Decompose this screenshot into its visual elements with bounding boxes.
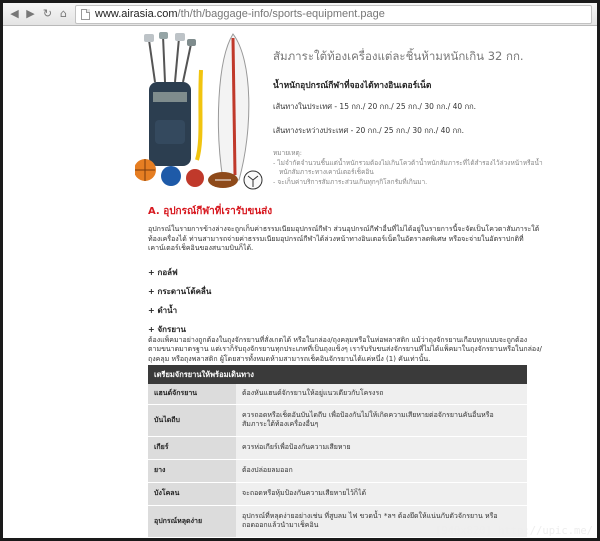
paragraph-line: อุปกรณ์ในรายการข้างล่างจะถูกเก็บค่าธรรมเนียมอุปกรณ์กีฬา ส่วนอุปกรณ์กีฬาอื่นที่ไม่ได้อยู่ในรายการนี้จะจัดเป็นโควตาสัมภาระใต้ <box>148 225 540 233</box>
row-value-line: จะถอดหรือหุ้มป้องกันความเสียหายไว้ก็ได้ <box>242 488 367 497</box>
row-value <box>236 384 527 404</box>
url-path: /th/th/baggage-info/sports-equipment.page <box>177 8 385 20</box>
paragraph-line: ตามขนาดมาตรฐาน แต่เราก็รับถุงจักรยานทุกประเภทที่เป็นถุงแข็งๆ เรารับรับขนส่งจักรยานที่ไม่ได้แพ็คมาในถุงจักรยานหรือในกล่อง/ <box>148 345 542 353</box>
browser-toolbar <box>3 3 597 26</box>
equipment-category-list <box>148 263 588 339</box>
table-header: เตรียมจักรยานให้พร้อมเดินทาง <box>148 365 527 384</box>
hero-subtitle: น้ำหนักอุปกรณ์กีฬาที่จองได้ทางอินเตอร์เน็ต <box>273 81 432 91</box>
row-value-line: ต้องหันแฮนด์จักรยานให้อยู่แนวเดียวกับโครงรถ <box>242 389 384 397</box>
paragraph-line: เคาน์เตอร์เช็คอินของสนามบินก็ได้. <box>148 244 254 252</box>
home-icon[interactable]: ⌂ <box>60 7 67 20</box>
row-key: แฮนด์จักรยาน <box>148 384 236 404</box>
row-value-line: ควรถอดหรือเช็ดอันบันไดถีบ เพื่อป้องกันไม่ให้เกิดความเสียหายต่อจักรยานคันอื่นหรือ <box>242 410 494 419</box>
paragraph-line: ต้องแพ็คมาอย่างถูกต้องในถุงจักรยานที่สั่งเกตได้ หรือในกล่อง/ถุงคลุมหรือในห่อพลาสติก แม้ว่าถุงจักรยานเกือบทุกแบบจะถูกต้อง <box>148 335 528 344</box>
address-bar[interactable] <box>75 5 592 24</box>
page-content <box>3 26 597 538</box>
row-value <box>236 482 527 505</box>
paragraph-line: ถุงคลุม หรือถุงพลาสติก ผู้โดยสารทั้งหมดห้ามสามารถเช็คอินจักรยานได้แค่หนึ่ง (1) คันเท่านั้น. <box>148 354 431 363</box>
sports-equipment-illustration <box>135 30 263 190</box>
url-host: www.airasia.com <box>95 8 178 20</box>
browser-window <box>3 3 597 538</box>
category-diving[interactable]: + ดำน้ำ <box>148 305 178 315</box>
table-row <box>148 459 527 482</box>
row-value-line: ต้องปล่อยลมออก <box>242 465 293 474</box>
paragraph-line: ท้องเครื่องได้ ท่านสามารถจ่ายค่าธรรมเนียมอุปกรณ์กีฬาได้ล่วงหน้าทางอินเตอร์เน็ตในอัตราลดพิเศษ หรือจะจ่ายในอัตราปกติที่ <box>148 234 524 243</box>
row-value <box>236 459 527 482</box>
category-surfboard[interactable]: + กระดานโต้คลื่น <box>148 286 212 296</box>
row-value-line: ควรห่อเกียร์เพื่อป้องกันความเสียหาย <box>242 442 351 451</box>
table-row <box>148 482 527 505</box>
row-key: เกียร์ <box>148 436 236 459</box>
category-golf[interactable]: + กอล์ฟ <box>148 267 178 277</box>
table-row <box>148 384 527 404</box>
row-key: บันไดถีบ <box>148 404 236 436</box>
section-paragraph <box>148 225 588 254</box>
bicycle-prep-table <box>148 365 527 538</box>
category-bicycle[interactable]: + จักรยาน <box>148 324 186 334</box>
forward-icon[interactable]: ▶ <box>26 7 35 20</box>
row-value <box>236 404 527 436</box>
domestic-weights: เส้นทางในประเทศ - 15 กก./ 20 กก./ 25 กก./ 30 กก./ 40 กก. <box>273 102 477 111</box>
row-key: อุปกรณ์หลุดง่าย <box>148 505 236 537</box>
row-value <box>236 436 527 459</box>
international-weights: เส้นทางระหว่างประเทศ - 20 กก./ 25 กก./ 30 กก./ 40 กก. <box>273 126 465 135</box>
note-line: - ไม่จำกัดจำนวนชิ้นแต่น้ำหนักรวมต้องไม่เกินโควต้าน้ำหนักสัมภาระที่ได้สำรองไว้ล่วงหน้าหรือน้ำ <box>273 158 543 167</box>
section-sports-equipment <box>148 204 588 364</box>
watermark: [940x820] http://upic.me/ <box>434 525 593 537</box>
note-line: หนักสัมภาระทางเคาน์เตอร์เช็คอิน <box>279 168 374 176</box>
row-key: บังโคลน <box>148 482 236 505</box>
bicycle-paragraph <box>148 336 588 365</box>
note-label: หมายเหตุ: <box>273 149 302 157</box>
row-value-line: อุปกรณ์ที่หลุดง่ายอย่างเช่น ที่สูบลม ไฟ ขวดน้ำ *ลฯ ต้องยึดให้แน่นกับตัวจักรยาน หรือ <box>242 511 498 520</box>
reload-icon[interactable]: ↻ <box>42 7 53 20</box>
hero-text <box>273 48 573 187</box>
row-value-line: ถอดออกแล้วนำมาเช็คอิน <box>242 521 319 529</box>
section-heading: A. อุปกรณ์กีฬาที่เรารับขนส่ง <box>148 206 273 217</box>
page-icon <box>81 9 90 20</box>
note-line: - จะเก็บค่าบริการสัมภาระส่วนเกินทุกๆกิโลกรัมที่เกินมา. <box>273 177 428 186</box>
note-block <box>273 149 573 187</box>
table-row <box>148 436 527 459</box>
back-icon[interactable]: ◀ <box>10 7 19 20</box>
row-value-line: สัมภาระใต้ท้องเครื่องอื่นๆ <box>242 420 319 428</box>
hero-title: สัมภาระใต้ท้องเครื่องแต่ละชิ้นห้ามหนักเกิน 32 กก. <box>273 49 524 63</box>
row-key: ยาง <box>148 459 236 482</box>
table-row <box>148 404 527 436</box>
url-text <box>95 7 385 22</box>
